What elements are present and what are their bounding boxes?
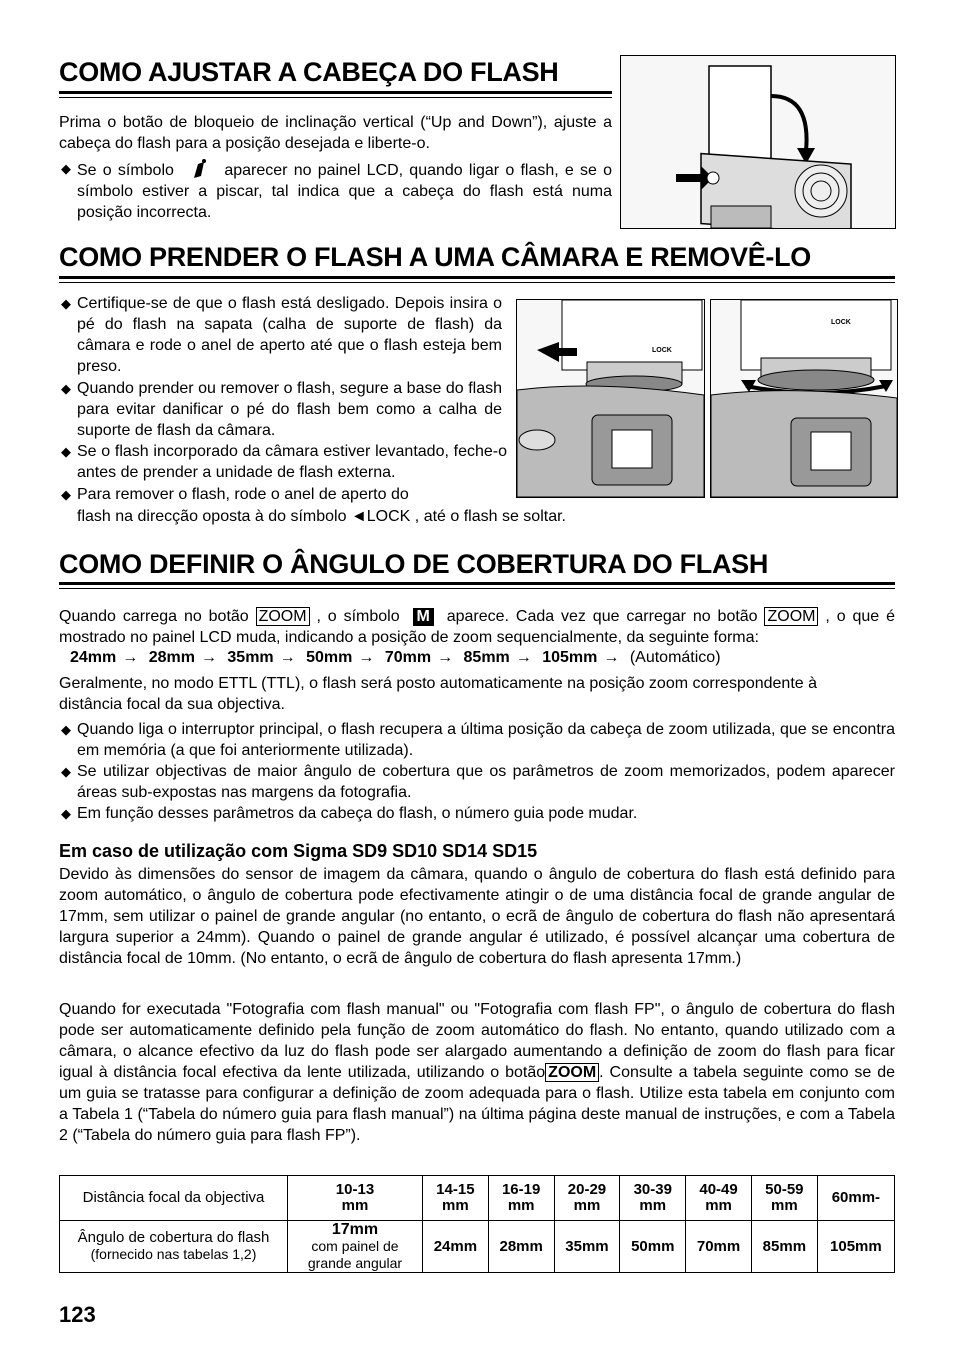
cell-unit: mm [705, 1197, 732, 1214]
p2-text-b: . Consulte a tabela seguinte como se de um guia se tratasse para configurar a definição de zoom adequada para o flash. Utilize esta tabela em conjunto com a Tabela 1 (“Tabela do número guia para flash manual”) na última página deste manual de instruções, e com a Tabela 2 (“Tabela do número guia para flash FP”). [59, 1064, 896, 1144]
section2-bullet-text: Para remover o flash, rode o anel de aperto do [77, 486, 409, 503]
table-cell: 85mm [751, 1221, 817, 1273]
table-cell [554, 1176, 620, 1221]
diamond-bullet-icon: ◆ [61, 487, 71, 502]
cell-value: 40-49 [699, 1181, 738, 1198]
section1-title: COMO AJUSTAR A CABEÇA DO FLASH [59, 57, 559, 87]
cell-unit: mm [507, 1197, 535, 1214]
diamond-bullet-icon: ◆ [61, 722, 71, 737]
diamond-bullet-icon: ◆ [61, 381, 71, 396]
p1-text-a: Quando carrega no botão [59, 608, 249, 625]
diamond-bullet-icon: ◆ [61, 806, 71, 821]
section3-title: COMO DEFINIR O ÂNGULO DE COBERTURA DO FLASH [59, 549, 769, 579]
table-cell: 28mm [488, 1221, 554, 1273]
lock-label: LOCK [652, 347, 672, 354]
section2-rule [59, 276, 895, 279]
cell-value: 30-39 [633, 1181, 672, 1198]
zoom-angle-table [59, 1175, 895, 1273]
cell-unit: mm [341, 1197, 369, 1214]
cell-value: 20-29 [567, 1181, 607, 1198]
zoom-step: 24mm [70, 649, 117, 666]
page-number: 123 [59, 1302, 96, 1327]
camera-mount-illustration-left [516, 299, 705, 498]
section2-title: COMO PRENDER O FLASH A UMA CÂMARA E REMOVÊ-LO [59, 242, 811, 272]
lock-label: LOCK [831, 319, 851, 326]
arrow-right-icon: → [122, 649, 139, 666]
arrow-right-icon: → [279, 649, 296, 666]
subsection-title: Em caso de utilização com Sigma SD9 SD10 SD14 SD15 [59, 841, 538, 861]
section1-bullet [59, 158, 612, 223]
table-row [60, 1176, 895, 1221]
subsection-paragraph1: Devido às dimensões do sensor de imagem da câmara, quando o ângulo de cobertura do flash está definido para zoom automático, o ângulo de cobertura pode efectivamente atingir o de uma distância focal de grande angular de 17mm, sem utilizar o painel de grande angular (no entanto, o ecrã de ângulo de cobertura do flash não apresentará largura superior a 24mm). Quando o painel de grande angular é utilizado, é possível alcançar uma cobertura de distância focal de 10mm. (No entanto, o ecrã de ângulo de cobertura do flash apresenta 17mm.) [59, 866, 895, 967]
table-cell: 105mm [817, 1221, 894, 1273]
tilt-symbol-icon [188, 158, 210, 180]
zoom-button-label: ZOOM [545, 1063, 599, 1082]
table-cell [751, 1176, 817, 1221]
section1-bullet-text-a: Se o símbolo [77, 162, 174, 179]
section2-bullet4-line2: flash na direcção oposta à do símbolo ◄LOCK , até o flash se soltar. [77, 508, 566, 525]
zoom-auto: (Automático) [629, 649, 721, 666]
section1-rule-thin [59, 97, 612, 98]
section2-bullet-text: Se o flash incorporado da câmara estiver levantado, feche-o antes de prender a unidade de flash externa. [77, 443, 507, 481]
section2-bullet-text: Quando prender ou remover o flash, segure a base do flash para evitar danificar o pé do flash bem como a calha de suporte de flash da câmara. [77, 380, 502, 439]
table-cell [288, 1176, 423, 1221]
table-cell [620, 1176, 686, 1221]
section1-rule [59, 91, 612, 94]
m-symbol-icon: M [413, 608, 434, 626]
flash-head-illustration [620, 55, 896, 229]
section2-rule-thin [59, 282, 895, 283]
arrow-right-icon: → [515, 649, 532, 666]
section3-bullet [59, 719, 895, 761]
diamond-bullet-icon: ◆ [61, 444, 71, 459]
cell-value: 50-59 [765, 1181, 804, 1198]
cell-unit: mm [771, 1197, 798, 1214]
row-label-a: Ângulo de cobertura do flash [77, 1229, 270, 1246]
subsection-paragraph2 [59, 999, 895, 1146]
section2-bullet [59, 293, 502, 377]
cell-unit: mm [442, 1197, 469, 1214]
arrow-right-icon: → [200, 649, 217, 666]
cell-note: grande angular [307, 1254, 403, 1271]
arrow-right-icon: → [603, 649, 620, 666]
table-cell: 50mm [620, 1221, 686, 1273]
zoom-step: 105mm [542, 649, 598, 666]
section1-paragraph: Prima o botão de bloqueio de inclinação vertical (“Up and Down”), ajuste a cabeça do flash para a posição desejada e liberte-o. [59, 114, 612, 152]
table-header-angle [60, 1221, 288, 1273]
section3-bullet-text: Se utilizar objectivas de maior ângulo de cobertura que os parâmetros de zoom memorizados, podem aparecer áreas sub-expostas nas margens da fotografia. [77, 763, 895, 801]
table-cell: 60mm- [817, 1176, 894, 1221]
section2-bullet [59, 441, 507, 483]
section1-bullet-text-b: aparecer no painel LCD, quando ligar o flash, e se o símbolo estiver a piscar, tal indica que a cabeça do flash está numa posição incorrecta. [77, 162, 613, 221]
section3-bullet [59, 803, 895, 824]
p1-text-d: , o que é mostrado no painel LCD muda, indicando a posição de zoom sequencialmente, da seguinte forma: [59, 608, 895, 646]
section3-bullet [59, 761, 895, 803]
zoom-sequence [70, 649, 727, 667]
cell-value: 10-13 [335, 1181, 375, 1198]
zoom-step: 50mm [306, 649, 353, 666]
table-row [60, 1221, 895, 1273]
table-cell: 35mm [554, 1221, 620, 1273]
diamond-bullet-icon: ◆ [61, 161, 71, 176]
zoom-button-label: ZOOM [256, 607, 310, 626]
section3-bullet-text: Quando liga o interruptor principal, o flash recupera a última posição da cabeça de zoom utilizada, que se encontra em memória (a que foi anteriormente utilizada). [77, 721, 895, 759]
cell-unit: mm [639, 1197, 667, 1214]
zoom-button-label: ZOOM [764, 607, 818, 626]
camera-mount-illustration-right [710, 299, 898, 498]
cell-value: 17mm [331, 1220, 379, 1238]
zoom-step: 85mm [463, 649, 510, 666]
table-cell: 24mm [422, 1221, 488, 1273]
diamond-bullet-icon: ◆ [61, 764, 71, 779]
section3-rule [59, 582, 895, 585]
cell-value: 16-19 [501, 1181, 541, 1198]
cell-value: 14-15 [436, 1181, 475, 1198]
table-cell [288, 1221, 423, 1273]
section3-bullet-text: Em função desses parâmetros da cabeça do flash, o número guia pode mudar. [77, 805, 638, 822]
zoom-step: 35mm [227, 649, 274, 666]
section3-paragraph2: Geralmente, no modo ETTL (TTL), o flash será posto automaticamente na posição zoom correspondente à distância focal da sua objectiva. [59, 675, 818, 713]
arrow-right-icon: → [358, 649, 375, 666]
table-cell: 70mm [686, 1221, 752, 1273]
row-label-b: (fornecido nas tabelas 1,2) [90, 1246, 257, 1262]
p2-text-a: Quando for executada "Fotografia com flash manual" ou "Fotografia com flash FP", o ângulo de cobertura do flash pode ser automaticamente definido pela função de zoom automático do flash. No entanto, quando utilizado com a câmara, o alcance efectivo da luz do flash pode ser alargado aumentando a definição de zoom do flash para ficar igual à distância focal efectiva da lente utilizada, utilizando o botão [59, 1001, 895, 1081]
p1-text-b: , o símbolo [316, 608, 400, 625]
zoom-step: 70mm [384, 649, 432, 666]
p1-text-c: aparece. Cada vez que carregar no botão [446, 608, 758, 625]
section3-rule-thin [59, 588, 895, 589]
section2-bullet [59, 378, 502, 441]
table-cell [686, 1176, 752, 1221]
zoom-step: 28mm [148, 649, 195, 666]
table-cell [422, 1176, 488, 1221]
cell-note: com painel de [311, 1237, 399, 1254]
cell-unit: mm [573, 1197, 601, 1214]
section2-bullet-text: Certifique-se de que o flash está desligado. Depois insira o pé do flash na sapata (calha de suporte de flash) da câmara e rode o anel de aperto até que o flash esteja bem preso. [77, 295, 502, 375]
section2-bullet [59, 484, 502, 505]
arrow-right-icon: → [437, 649, 454, 666]
diamond-bullet-icon: ◆ [61, 296, 71, 311]
table-cell [488, 1176, 554, 1221]
table-header-focal: Distância focal da objectiva [60, 1176, 288, 1221]
section3-paragraph1 [59, 606, 895, 648]
